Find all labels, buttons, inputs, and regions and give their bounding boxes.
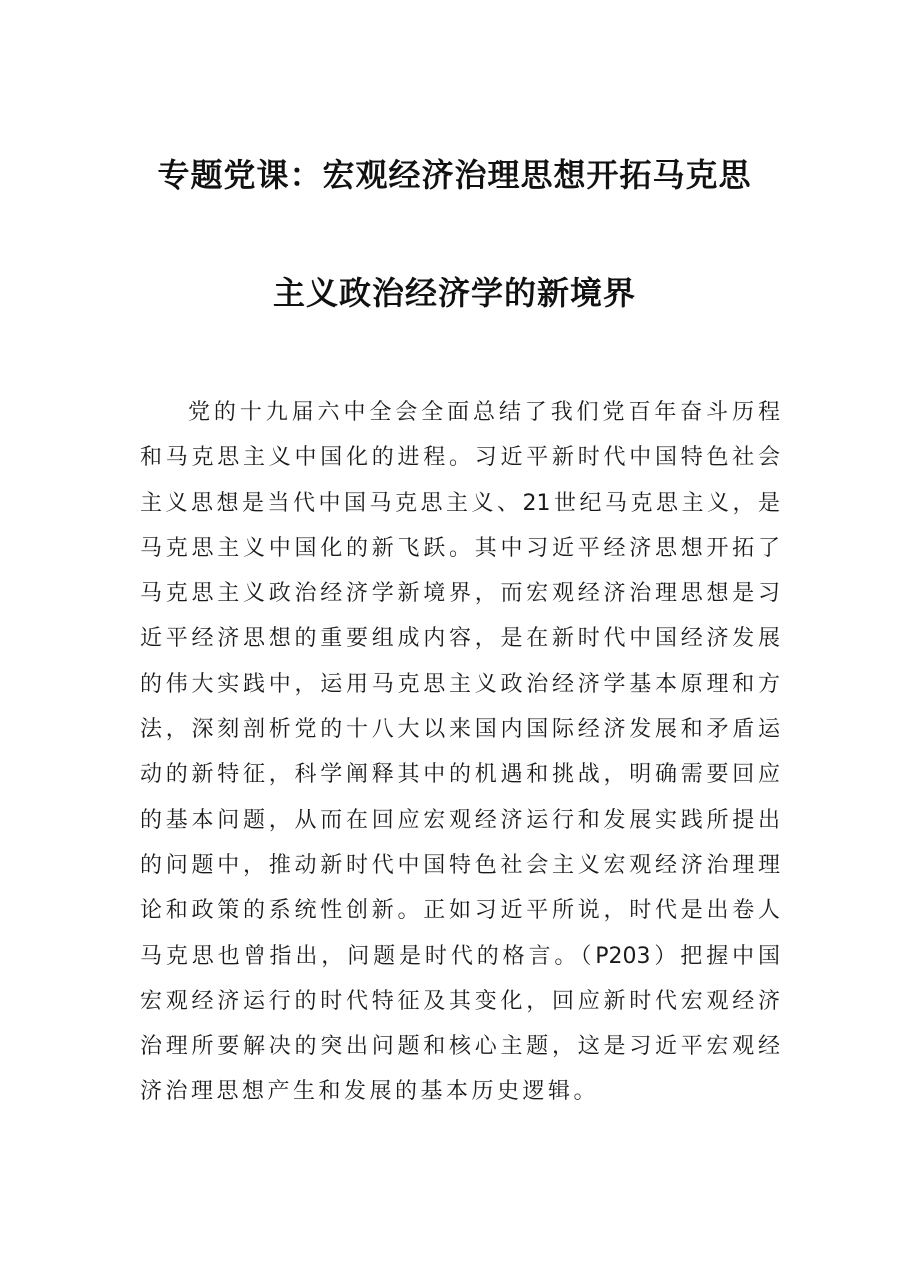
- paragraph-line: 的伟大实践中，运用马克思主义政治经济学基本原理和方: [140, 671, 780, 697]
- paragraph-line: 宏观经济运行的时代特征及其变化，回应新时代宏观经济: [140, 988, 780, 1014]
- document-title-line-2: 主义政治经济学的新境界: [272, 274, 636, 312]
- paragraph-line: 主义思想是当代中国马克思主义、21世纪马克思主义，是: [140, 490, 780, 516]
- body-paragraph: [140, 390, 780, 1115]
- paragraph-line: 马克思主义政治经济学新境界，而宏观经济治理思想是习: [140, 581, 780, 607]
- paragraph-line: 的问题中，推动新时代中国特色社会主义宏观经济治理理: [140, 852, 780, 878]
- paragraph-line: 论和政策的系统性创新。正如习近平所说，时代是出卷人: [140, 898, 780, 924]
- paragraph-line: 马克思也曾指出，问题是时代的格言。（P203）把握中国: [140, 943, 780, 969]
- document-title-line-1: 专题党课：宏观经济治理思想开拓马克思: [157, 156, 752, 194]
- paragraph-line: 法，深刻剖析党的十八大以来国内国际经济发展和矛盾运: [140, 717, 780, 743]
- paragraph-line: 的基本问题，从而在回应宏观经济运行和发展实践所提出: [140, 807, 780, 833]
- paragraph-line: 党的十九届六中全会全面总结了我们党百年奋斗历程: [188, 400, 780, 425]
- paragraph-line: 近平经济思想的重要组成内容，是在新时代中国经济发展: [140, 626, 780, 652]
- paragraph-line: 动的新特征，科学阐释其中的机遇和挑战，明确需要回应: [140, 762, 780, 788]
- paragraph-line: 和马克思主义中国化的进程。习近平新时代中国特色社会: [140, 445, 780, 471]
- paragraph-line: 济治理思想产生和发展的基本历史逻辑。: [140, 1079, 600, 1105]
- paragraph-line: 马克思主义中国化的新飞跃。其中习近平经济思想开拓了: [140, 535, 780, 561]
- paragraph-line: 治理所要解决的突出问题和核心主题，这是习近平宏观经: [140, 1034, 780, 1060]
